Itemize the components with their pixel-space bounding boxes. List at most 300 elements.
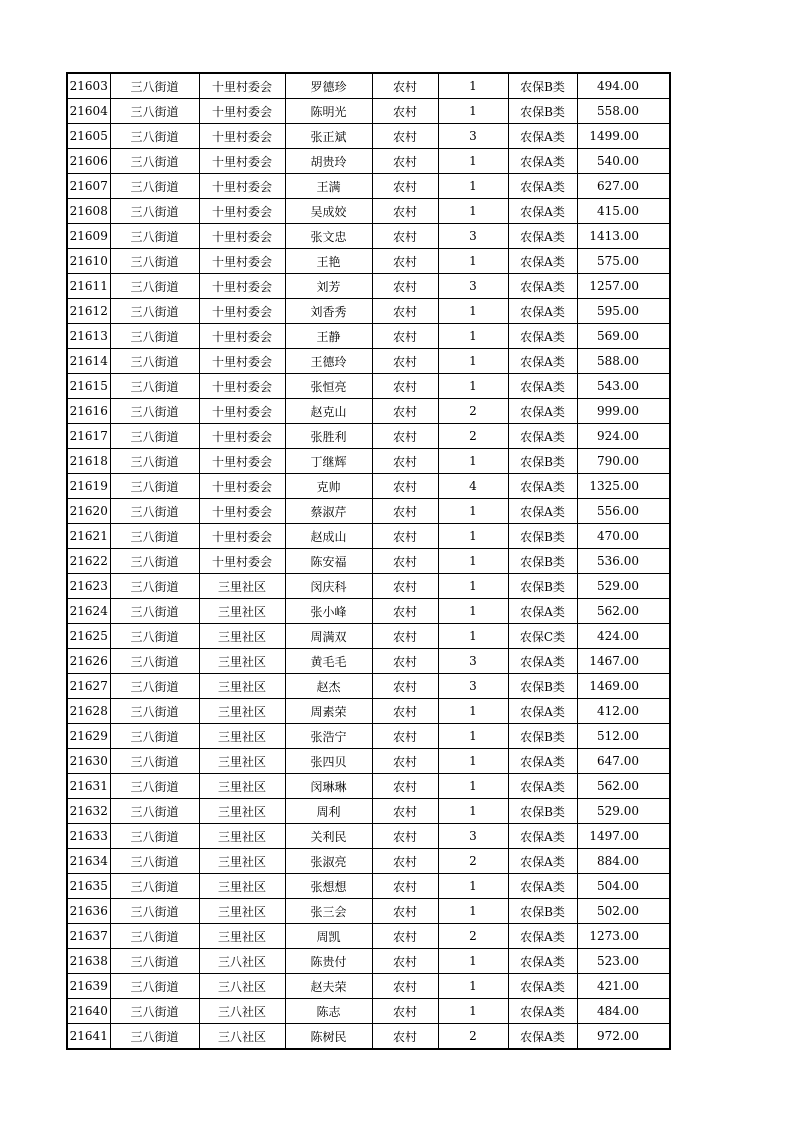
insurance-category-cell: 农保B类	[508, 799, 577, 824]
street-cell: 三八街道	[110, 374, 199, 399]
person-name-cell: 闵琳琳	[285, 774, 372, 799]
person-name-cell: 克帅	[285, 474, 372, 499]
record-id-cell: 21630	[67, 749, 110, 774]
person-name-cell: 张胜利	[285, 424, 372, 449]
village-cell: 三里社区	[199, 924, 285, 949]
street-cell: 三八街道	[110, 799, 199, 824]
record-id-cell: 21639	[67, 974, 110, 999]
member-count-cell: 1	[438, 949, 508, 974]
person-name-cell: 蔡淑芹	[285, 499, 372, 524]
household-type-cell: 农村	[372, 324, 438, 349]
member-count-cell: 1	[438, 899, 508, 924]
village-cell: 十里村委会	[199, 174, 285, 199]
household-type-cell: 农村	[372, 774, 438, 799]
person-name-cell: 刘芳	[285, 274, 372, 299]
village-cell: 十里村委会	[199, 499, 285, 524]
insurance-category-cell: 农保A类	[508, 974, 577, 999]
amount-cell: 569.00	[577, 324, 670, 349]
insurance-category-cell: 农保A类	[508, 349, 577, 374]
village-cell: 十里村委会	[199, 274, 285, 299]
insurance-category-cell: 农保A类	[508, 324, 577, 349]
record-id-cell: 21623	[67, 574, 110, 599]
street-cell: 三八街道	[110, 699, 199, 724]
street-cell: 三八街道	[110, 899, 199, 924]
household-type-cell: 农村	[372, 474, 438, 499]
member-count-cell: 1	[438, 999, 508, 1024]
amount-cell: 558.00	[577, 99, 670, 124]
table-row	[67, 774, 670, 799]
insurance-category-cell: 农保A类	[508, 249, 577, 274]
member-count-cell: 1	[438, 724, 508, 749]
person-name-cell: 张正斌	[285, 124, 372, 149]
amount-cell: 529.00	[577, 799, 670, 824]
street-cell: 三八街道	[110, 274, 199, 299]
household-type-cell: 农村	[372, 999, 438, 1024]
insurance-category-cell: 农保A类	[508, 274, 577, 299]
street-cell: 三八街道	[110, 524, 199, 549]
village-cell: 十里村委会	[199, 424, 285, 449]
member-count-cell: 1	[438, 299, 508, 324]
table-row	[67, 899, 670, 924]
street-cell: 三八街道	[110, 349, 199, 374]
record-id-cell: 21607	[67, 174, 110, 199]
member-count-cell: 1	[438, 524, 508, 549]
table-row	[67, 174, 670, 199]
table-row	[67, 699, 670, 724]
amount-cell: 523.00	[577, 949, 670, 974]
street-cell: 三八街道	[110, 924, 199, 949]
member-count-cell: 1	[438, 149, 508, 174]
record-id-cell: 21610	[67, 249, 110, 274]
insurance-category-cell: 农保B类	[508, 574, 577, 599]
record-id-cell: 21603	[67, 73, 110, 99]
insurance-category-cell: 农保A类	[508, 149, 577, 174]
person-name-cell: 周利	[285, 799, 372, 824]
record-id-cell: 21627	[67, 674, 110, 699]
person-name-cell: 陈明光	[285, 99, 372, 124]
insurance-category-cell: 农保B类	[508, 73, 577, 99]
table-row	[67, 349, 670, 374]
record-id-cell: 21616	[67, 399, 110, 424]
record-id-cell: 21632	[67, 799, 110, 824]
street-cell: 三八街道	[110, 149, 199, 174]
record-id-cell: 21629	[67, 724, 110, 749]
person-name-cell: 丁继辉	[285, 449, 372, 474]
amount-cell: 647.00	[577, 749, 670, 774]
person-name-cell: 张恒亮	[285, 374, 372, 399]
village-cell: 三里社区	[199, 749, 285, 774]
village-cell: 三里社区	[199, 574, 285, 599]
household-type-cell: 农村	[372, 99, 438, 124]
household-type-cell: 农村	[372, 699, 438, 724]
person-name-cell: 关利民	[285, 824, 372, 849]
member-count-cell: 2	[438, 424, 508, 449]
person-name-cell: 周满双	[285, 624, 372, 649]
household-type-cell: 农村	[372, 799, 438, 824]
table-row	[67, 874, 670, 899]
household-type-cell: 农村	[372, 149, 438, 174]
insurance-category-cell: 农保A类	[508, 124, 577, 149]
person-name-cell: 陈贵付	[285, 949, 372, 974]
member-count-cell: 1	[438, 324, 508, 349]
amount-cell: 595.00	[577, 299, 670, 324]
insurance-category-cell: 农保B类	[508, 449, 577, 474]
person-name-cell: 赵杰	[285, 674, 372, 699]
village-cell: 三八社区	[199, 974, 285, 999]
record-id-cell: 21640	[67, 999, 110, 1024]
amount-cell: 470.00	[577, 524, 670, 549]
amount-cell: 424.00	[577, 624, 670, 649]
member-count-cell: 3	[438, 124, 508, 149]
insurance-category-cell: 农保A类	[508, 849, 577, 874]
person-name-cell: 周素荣	[285, 699, 372, 724]
member-count-cell: 1	[438, 599, 508, 624]
street-cell: 三八街道	[110, 849, 199, 874]
village-cell: 十里村委会	[199, 199, 285, 224]
member-count-cell: 3	[438, 824, 508, 849]
insurance-category-cell: 农保B类	[508, 674, 577, 699]
insurance-category-cell: 农保A类	[508, 699, 577, 724]
household-type-cell: 农村	[372, 349, 438, 374]
amount-cell: 494.00	[577, 73, 670, 99]
village-cell: 十里村委会	[199, 324, 285, 349]
household-type-cell: 农村	[372, 499, 438, 524]
member-count-cell: 1	[438, 874, 508, 899]
record-id-cell: 21622	[67, 549, 110, 574]
records-table	[66, 72, 671, 1050]
insurance-category-cell: 农保A类	[508, 749, 577, 774]
member-count-cell: 2	[438, 849, 508, 874]
insurance-category-cell: 农保B类	[508, 549, 577, 574]
insurance-category-cell: 农保A类	[508, 474, 577, 499]
village-cell: 十里村委会	[199, 374, 285, 399]
amount-cell: 562.00	[577, 774, 670, 799]
member-count-cell: 4	[438, 474, 508, 499]
person-name-cell: 闵庆科	[285, 574, 372, 599]
member-count-cell: 1	[438, 199, 508, 224]
record-id-cell: 21620	[67, 499, 110, 524]
insurance-category-cell: 农保A类	[508, 199, 577, 224]
table-row	[67, 374, 670, 399]
member-count-cell: 1	[438, 549, 508, 574]
member-count-cell: 3	[438, 649, 508, 674]
record-id-cell: 21609	[67, 224, 110, 249]
household-type-cell: 农村	[372, 549, 438, 574]
person-name-cell: 罗德珍	[285, 73, 372, 99]
street-cell: 三八街道	[110, 974, 199, 999]
table-row	[67, 649, 670, 674]
street-cell: 三八街道	[110, 224, 199, 249]
record-id-cell: 21633	[67, 824, 110, 849]
table-row	[67, 449, 670, 474]
member-count-cell: 1	[438, 349, 508, 374]
table-row	[67, 99, 670, 124]
member-count-cell: 2	[438, 1024, 508, 1050]
insurance-category-cell: 农保B类	[508, 99, 577, 124]
record-id-cell: 21634	[67, 849, 110, 874]
table-row	[67, 999, 670, 1024]
person-name-cell: 张三会	[285, 899, 372, 924]
record-id-cell: 21611	[67, 274, 110, 299]
record-id-cell: 21608	[67, 199, 110, 224]
street-cell: 三八街道	[110, 324, 199, 349]
person-name-cell: 王静	[285, 324, 372, 349]
member-count-cell: 1	[438, 449, 508, 474]
street-cell: 三八街道	[110, 124, 199, 149]
record-id-cell: 21628	[67, 699, 110, 724]
table-row	[67, 1024, 670, 1050]
street-cell: 三八街道	[110, 73, 199, 99]
village-cell: 三里社区	[199, 649, 285, 674]
amount-cell: 512.00	[577, 724, 670, 749]
table-row	[67, 549, 670, 574]
table-row	[67, 974, 670, 999]
household-type-cell: 农村	[372, 274, 438, 299]
street-cell: 三八街道	[110, 449, 199, 474]
record-id-cell: 21618	[67, 449, 110, 474]
household-type-cell: 农村	[372, 524, 438, 549]
member-count-cell: 3	[438, 224, 508, 249]
table-row	[67, 524, 670, 549]
table-row	[67, 624, 670, 649]
amount-cell: 1325.00	[577, 474, 670, 499]
household-type-cell: 农村	[372, 224, 438, 249]
insurance-category-cell: 农保A类	[508, 949, 577, 974]
household-type-cell: 农村	[372, 724, 438, 749]
street-cell: 三八街道	[110, 499, 199, 524]
record-id-cell: 21617	[67, 424, 110, 449]
household-type-cell: 农村	[372, 374, 438, 399]
member-count-cell: 1	[438, 624, 508, 649]
street-cell: 三八街道	[110, 599, 199, 624]
insurance-category-cell: 农保A类	[508, 399, 577, 424]
village-cell: 十里村委会	[199, 73, 285, 99]
street-cell: 三八街道	[110, 549, 199, 574]
insurance-category-cell: 农保B类	[508, 724, 577, 749]
amount-cell: 412.00	[577, 699, 670, 724]
person-name-cell: 赵夫荣	[285, 974, 372, 999]
household-type-cell: 农村	[372, 874, 438, 899]
table-row	[67, 499, 670, 524]
table-row	[67, 749, 670, 774]
village-cell: 三里社区	[199, 849, 285, 874]
record-id-cell: 21638	[67, 949, 110, 974]
table-row	[67, 824, 670, 849]
village-cell: 三里社区	[199, 599, 285, 624]
household-type-cell: 农村	[372, 649, 438, 674]
insurance-category-cell: 农保A类	[508, 374, 577, 399]
record-id-cell: 21606	[67, 149, 110, 174]
record-id-cell: 21613	[67, 324, 110, 349]
amount-cell: 1413.00	[577, 224, 670, 249]
household-type-cell: 农村	[372, 199, 438, 224]
insurance-category-cell: 农保A类	[508, 924, 577, 949]
street-cell: 三八街道	[110, 474, 199, 499]
record-id-cell: 21612	[67, 299, 110, 324]
street-cell: 三八街道	[110, 949, 199, 974]
table-row	[67, 399, 670, 424]
amount-cell: 421.00	[577, 974, 670, 999]
table-row	[67, 149, 670, 174]
record-id-cell: 21614	[67, 349, 110, 374]
amount-cell: 1467.00	[577, 649, 670, 674]
street-cell: 三八街道	[110, 174, 199, 199]
household-type-cell: 农村	[372, 899, 438, 924]
street-cell: 三八街道	[110, 999, 199, 1024]
person-name-cell: 陈安福	[285, 549, 372, 574]
amount-cell: 556.00	[577, 499, 670, 524]
street-cell: 三八街道	[110, 99, 199, 124]
amount-cell: 1497.00	[577, 824, 670, 849]
household-type-cell: 农村	[372, 949, 438, 974]
member-count-cell: 1	[438, 699, 508, 724]
amount-cell: 529.00	[577, 574, 670, 599]
person-name-cell: 陈志	[285, 999, 372, 1024]
table-row	[67, 949, 670, 974]
insurance-category-cell: 农保A类	[508, 999, 577, 1024]
street-cell: 三八街道	[110, 824, 199, 849]
amount-cell: 415.00	[577, 199, 670, 224]
amount-cell: 924.00	[577, 424, 670, 449]
person-name-cell: 张小峰	[285, 599, 372, 624]
household-type-cell: 农村	[372, 1024, 438, 1050]
table-row	[67, 474, 670, 499]
street-cell: 三八街道	[110, 624, 199, 649]
amount-cell: 1499.00	[577, 124, 670, 149]
member-count-cell: 1	[438, 99, 508, 124]
table-row	[67, 324, 670, 349]
insurance-category-cell: 农保A类	[508, 499, 577, 524]
village-cell: 十里村委会	[199, 299, 285, 324]
table-row	[67, 599, 670, 624]
insurance-category-cell: 农保B类	[508, 899, 577, 924]
person-name-cell: 张淑亮	[285, 849, 372, 874]
household-type-cell: 农村	[372, 824, 438, 849]
person-name-cell: 王满	[285, 174, 372, 199]
household-type-cell: 农村	[372, 674, 438, 699]
street-cell: 三八街道	[110, 399, 199, 424]
table-row	[67, 799, 670, 824]
member-count-cell: 1	[438, 374, 508, 399]
household-type-cell: 农村	[372, 73, 438, 99]
record-id-cell: 21604	[67, 99, 110, 124]
table-row	[67, 224, 670, 249]
amount-cell: 575.00	[577, 249, 670, 274]
street-cell: 三八街道	[110, 749, 199, 774]
street-cell: 三八街道	[110, 249, 199, 274]
member-count-cell: 1	[438, 249, 508, 274]
amount-cell: 884.00	[577, 849, 670, 874]
street-cell: 三八街道	[110, 1024, 199, 1050]
member-count-cell: 2	[438, 924, 508, 949]
member-count-cell: 3	[438, 674, 508, 699]
person-name-cell: 吴成姣	[285, 199, 372, 224]
amount-cell: 588.00	[577, 349, 670, 374]
record-id-cell: 21635	[67, 874, 110, 899]
household-type-cell: 农村	[372, 974, 438, 999]
amount-cell: 999.00	[577, 399, 670, 424]
village-cell: 三里社区	[199, 874, 285, 899]
person-name-cell: 王艳	[285, 249, 372, 274]
person-name-cell: 赵克山	[285, 399, 372, 424]
amount-cell: 536.00	[577, 549, 670, 574]
member-count-cell: 3	[438, 274, 508, 299]
record-id-cell: 21641	[67, 1024, 110, 1050]
amount-cell: 504.00	[577, 874, 670, 899]
table-row	[67, 849, 670, 874]
village-cell: 十里村委会	[199, 149, 285, 174]
amount-cell: 972.00	[577, 1024, 670, 1050]
person-name-cell: 张四贝	[285, 749, 372, 774]
village-cell: 十里村委会	[199, 249, 285, 274]
insurance-category-cell: 农保A类	[508, 649, 577, 674]
person-name-cell: 黄毛毛	[285, 649, 372, 674]
member-count-cell: 1	[438, 749, 508, 774]
record-id-cell: 21621	[67, 524, 110, 549]
table-row	[67, 924, 670, 949]
village-cell: 三八社区	[199, 1024, 285, 1050]
table-row	[67, 674, 670, 699]
household-type-cell: 农村	[372, 249, 438, 274]
amount-cell: 484.00	[577, 999, 670, 1024]
member-count-cell: 1	[438, 174, 508, 199]
household-type-cell: 农村	[372, 124, 438, 149]
record-id-cell: 21605	[67, 124, 110, 149]
village-cell: 三里社区	[199, 799, 285, 824]
table-row	[67, 249, 670, 274]
table-row	[67, 724, 670, 749]
person-name-cell: 王德玲	[285, 349, 372, 374]
person-name-cell: 张文忠	[285, 224, 372, 249]
insurance-category-cell: 农保A类	[508, 299, 577, 324]
amount-cell: 543.00	[577, 374, 670, 399]
village-cell: 十里村委会	[199, 549, 285, 574]
record-id-cell: 21636	[67, 899, 110, 924]
household-type-cell: 农村	[372, 449, 438, 474]
street-cell: 三八街道	[110, 874, 199, 899]
village-cell: 三八社区	[199, 949, 285, 974]
records-table-body	[67, 73, 670, 1049]
street-cell: 三八街道	[110, 199, 199, 224]
insurance-category-cell: 农保A类	[508, 424, 577, 449]
village-cell: 三里社区	[199, 899, 285, 924]
village-cell: 十里村委会	[199, 399, 285, 424]
amount-cell: 790.00	[577, 449, 670, 474]
household-type-cell: 农村	[372, 924, 438, 949]
village-cell: 三里社区	[199, 774, 285, 799]
village-cell: 三里社区	[199, 674, 285, 699]
member-count-cell: 2	[438, 399, 508, 424]
village-cell: 三里社区	[199, 699, 285, 724]
amount-cell: 1257.00	[577, 274, 670, 299]
person-name-cell: 张浩宁	[285, 724, 372, 749]
street-cell: 三八街道	[110, 574, 199, 599]
village-cell: 三里社区	[199, 724, 285, 749]
village-cell: 十里村委会	[199, 524, 285, 549]
amount-cell: 627.00	[577, 174, 670, 199]
record-id-cell: 21619	[67, 474, 110, 499]
table-row	[67, 274, 670, 299]
street-cell: 三八街道	[110, 649, 199, 674]
record-id-cell: 21631	[67, 774, 110, 799]
insurance-category-cell: 农保A类	[508, 174, 577, 199]
village-cell: 十里村委会	[199, 449, 285, 474]
household-type-cell: 农村	[372, 299, 438, 324]
record-id-cell: 21624	[67, 599, 110, 624]
member-count-cell: 1	[438, 499, 508, 524]
village-cell: 十里村委会	[199, 99, 285, 124]
village-cell: 十里村委会	[199, 474, 285, 499]
